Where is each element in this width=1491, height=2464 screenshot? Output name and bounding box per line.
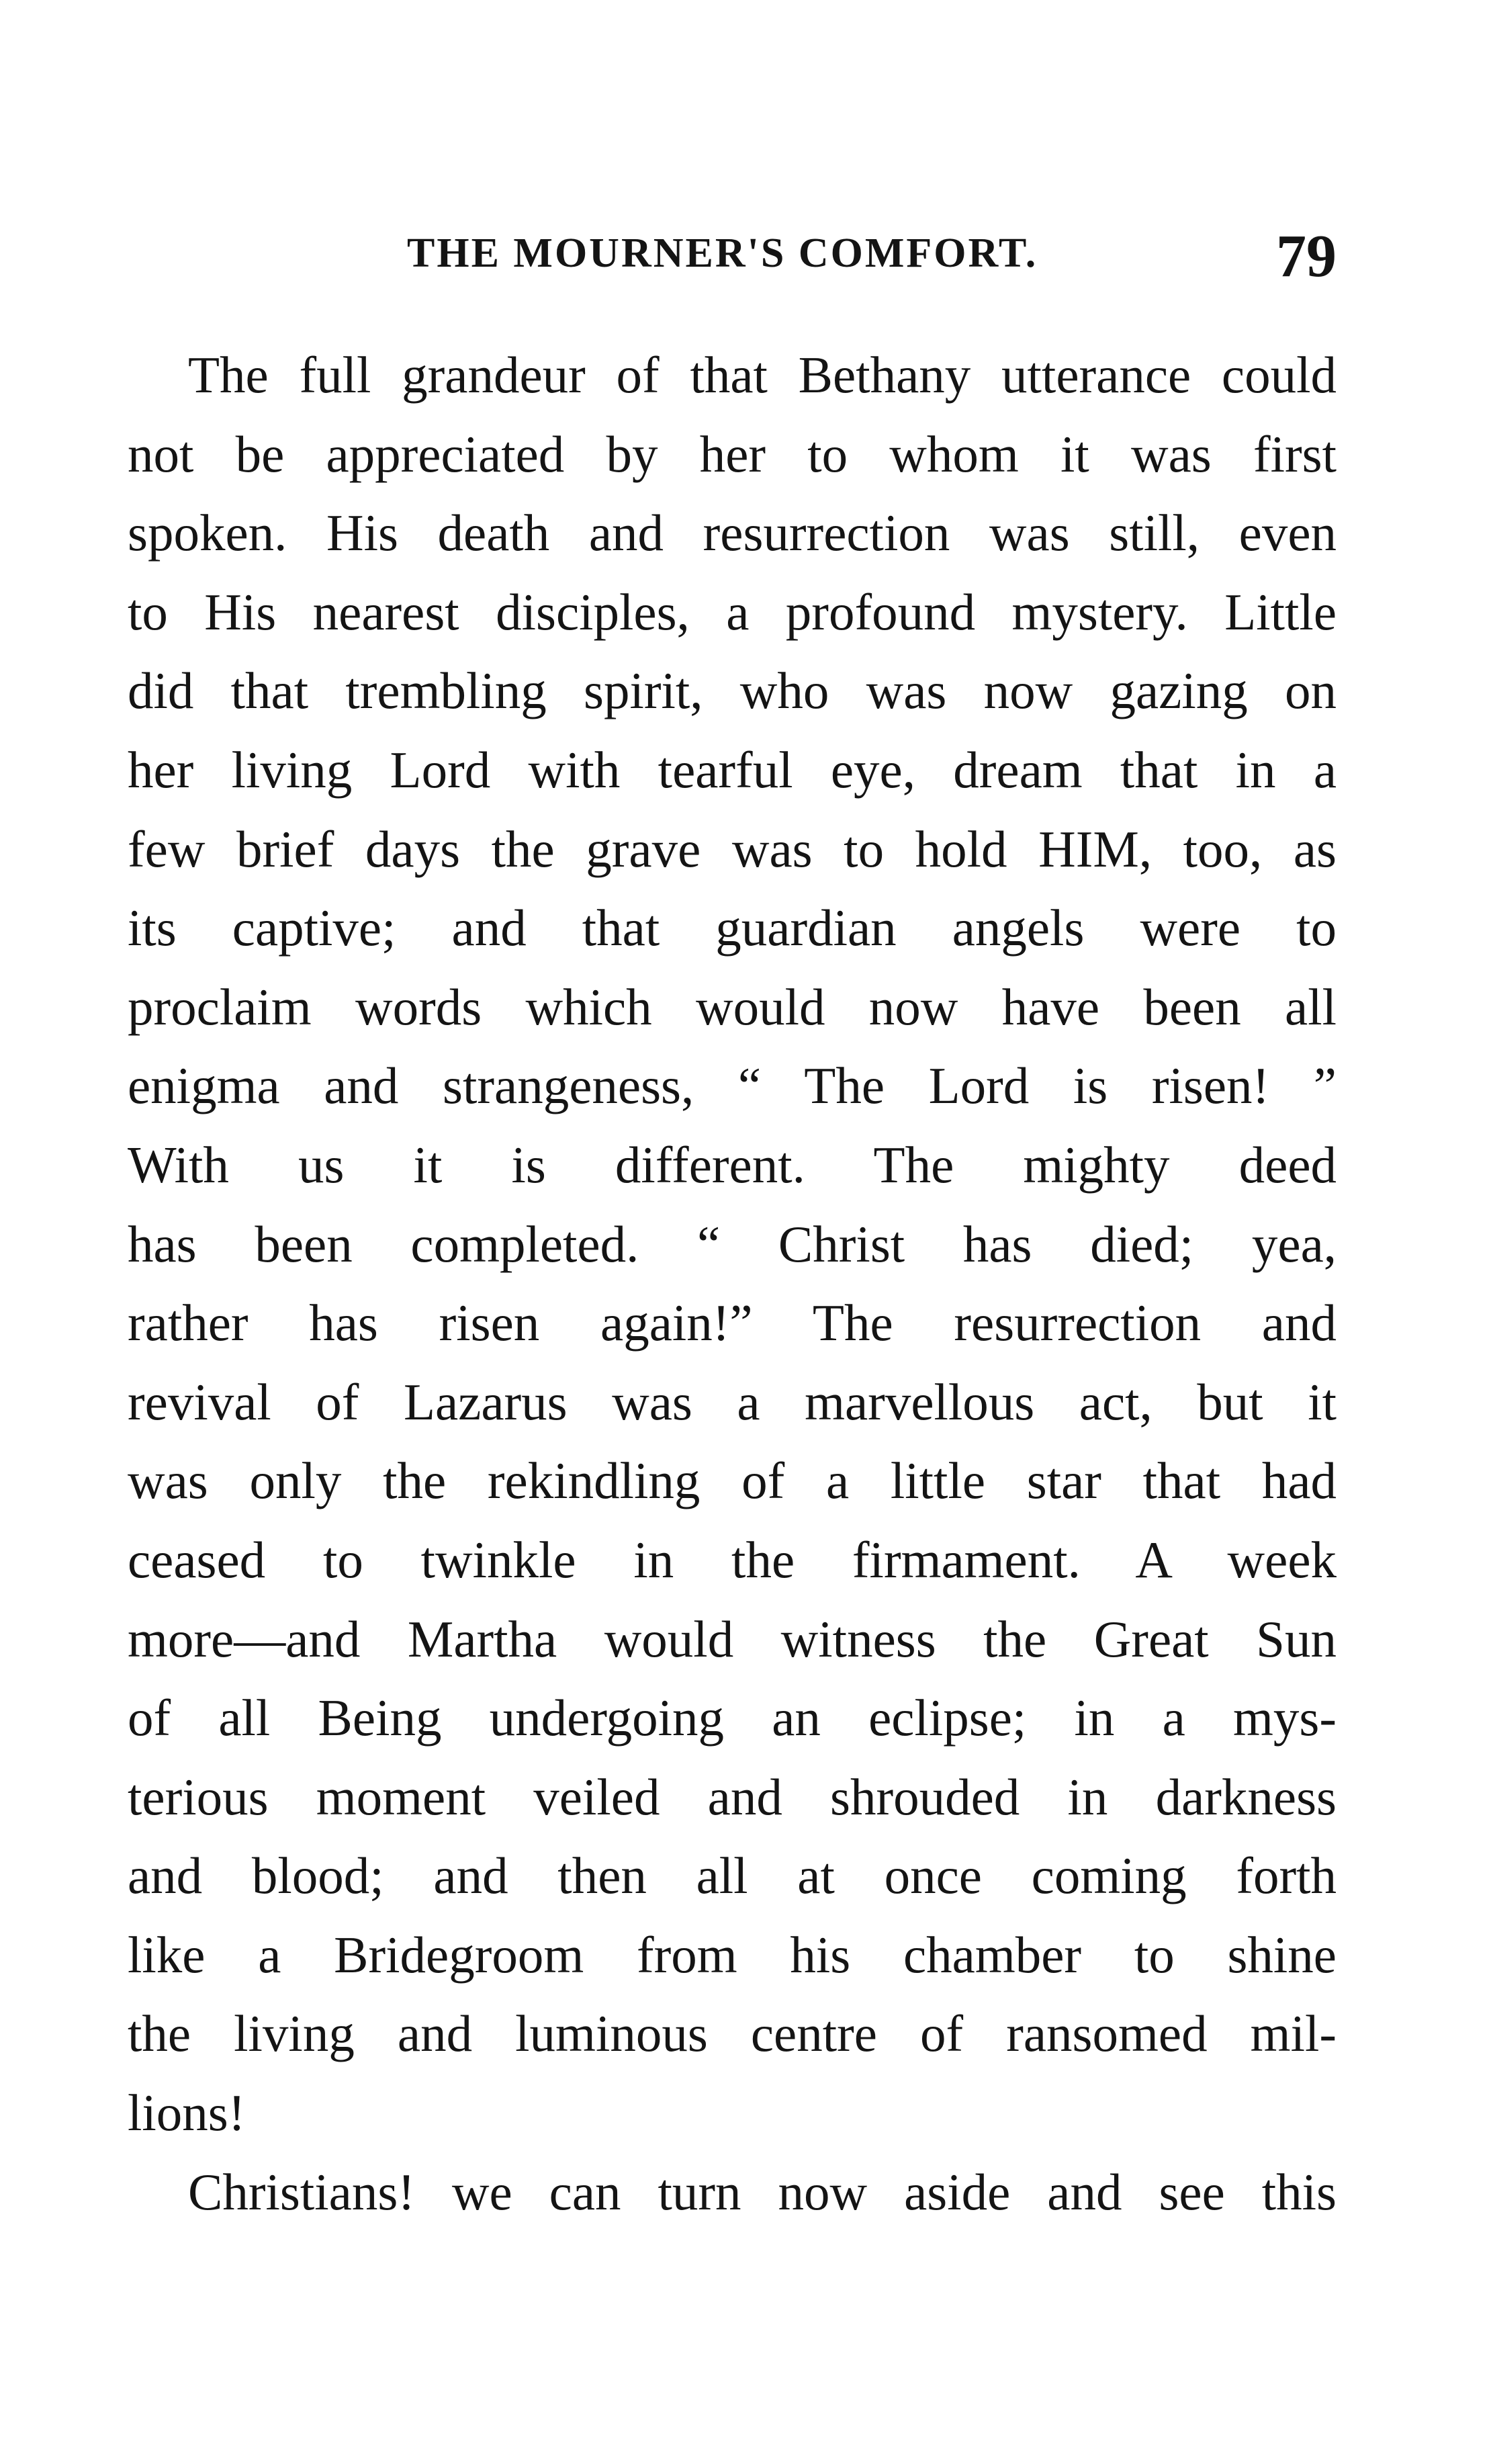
- text-line: spoken. His death and resurrection was still, even: [128, 504, 1337, 562]
- text-line: proclaim words which would now have been all: [128, 977, 1337, 1036]
- text-line: With us it is different. The mighty deed: [128, 1135, 1337, 1194]
- text-line: The full grandeur of that Bethany utterance could: [188, 346, 1337, 404]
- text-line: was only the rekindling of a little star that had: [128, 1452, 1337, 1510]
- text-line: revival of Lazarus was a marvellous act, but it: [128, 1372, 1337, 1431]
- text-line: did that trembling spirit, who was now gazing on: [128, 662, 1337, 720]
- running-title: THE MOURNER'S COMFORT.: [407, 230, 1038, 276]
- text-line: lions!: [128, 2084, 246, 2142]
- text-line: of all Being undergoing an eclipse; in a mys-: [128, 1689, 1337, 1747]
- text-line: ceased to twinkle in the firmament. A week: [128, 1530, 1337, 1589]
- text-line: enigma and strangeness, “ The Lord is risen! ”: [128, 1057, 1337, 1115]
- text-line: rather has risen again!” The resurrection and: [128, 1294, 1337, 1352]
- text-line: has been completed. “ Christ has died; yea,: [128, 1215, 1337, 1273]
- text-line: and blood; and then all at once coming forth: [128, 1847, 1337, 1905]
- body-text: [128, 336, 1337, 2232]
- text-line: not be appreciated by her to whom it was first: [128, 425, 1337, 483]
- text-line: more—and Martha would witness the Great Sun: [128, 1610, 1337, 1668]
- text-line: terious moment veiled and shrouded in darkness: [128, 1767, 1337, 1826]
- running-head: [128, 222, 1337, 296]
- text-line: few brief days the grave was to hold HIM, too, as: [128, 820, 1337, 878]
- text-line: its captive; and that guardian angels were to: [128, 899, 1337, 957]
- text-line: like a Bridegroom from his chamber to shine: [128, 1925, 1337, 1984]
- page-number: 79: [1276, 223, 1337, 290]
- text-line: Christians! we can turn now aside and see this: [188, 2162, 1337, 2221]
- text-line: to His nearest disciples, a profound mystery. Little: [128, 582, 1337, 641]
- paragraph: [128, 2153, 1337, 2232]
- text-line: her living Lord with tearful eye, dream that in a: [128, 740, 1337, 799]
- paragraph: [128, 336, 1337, 2153]
- text-line: the living and luminous centre of ransomed mil-: [128, 2005, 1337, 2063]
